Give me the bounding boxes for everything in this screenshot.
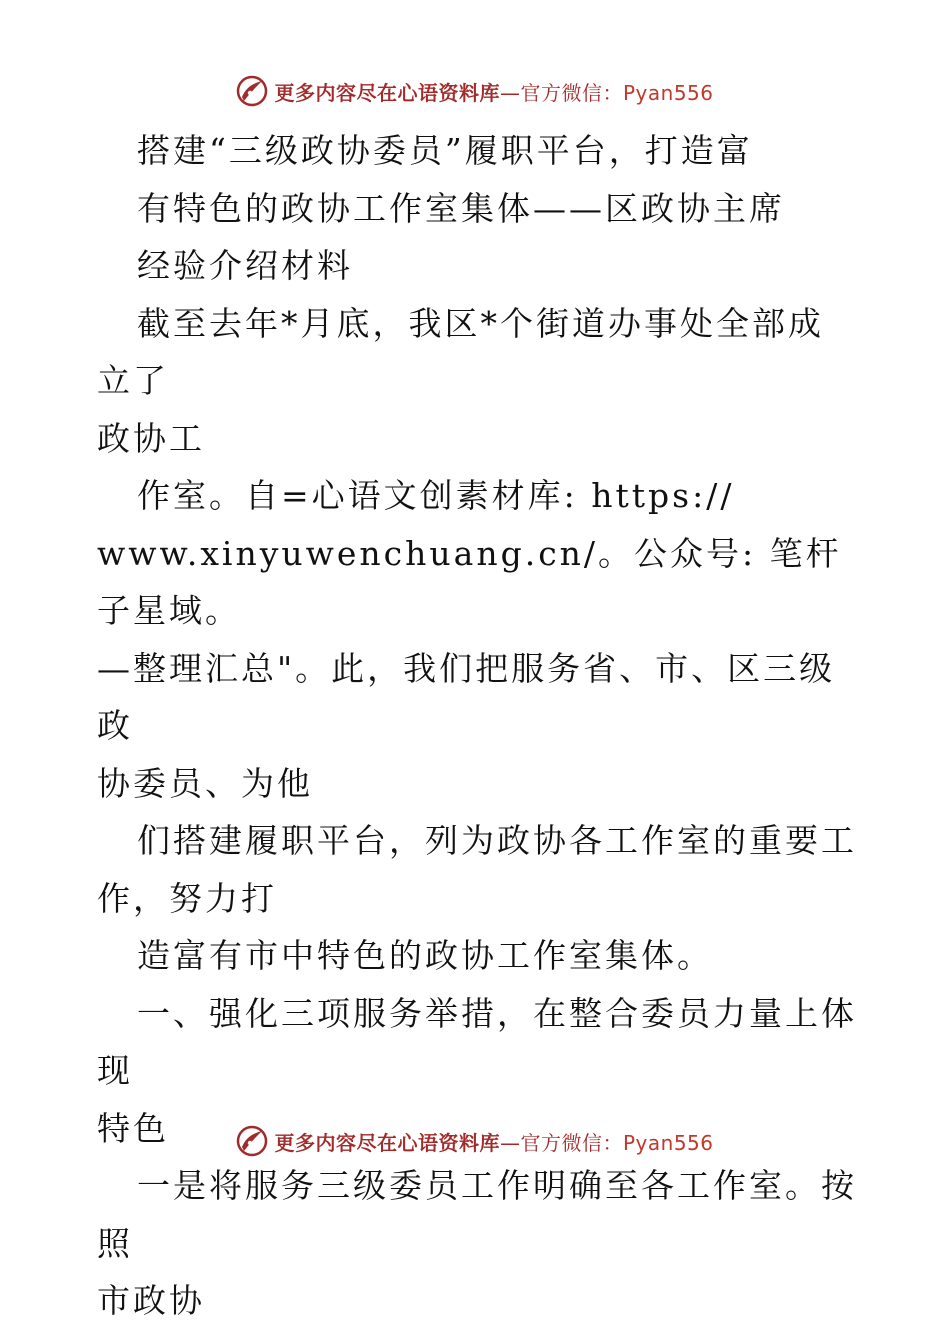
banner-wechat-label: 官方微信： xyxy=(520,80,623,105)
doc-line: www.xinyuwenchuang.cn/。公众号: 笔杆子星域。 xyxy=(97,533,842,630)
doc-line: 截至去年*月底，我区*个街道办事处全部成立了 xyxy=(97,303,824,400)
banner-main-text: 更多内容尽在心语资料库 xyxy=(274,1130,500,1155)
banner-wechat-id: Pyan556 xyxy=(622,1130,714,1155)
doc-line: 特色 xyxy=(97,1108,169,1148)
doc-line: 一是将服务三级委员工作明确至各工作室。按照 xyxy=(97,1166,857,1263)
paragraph-list xyxy=(97,295,857,1330)
banner-separator: — xyxy=(499,80,521,105)
doc-title-line-3: 经验介绍材料 xyxy=(137,246,353,285)
header-banner xyxy=(0,71,950,111)
doc-line: 一、强化三项服务举措，在整合委员力量上体现 xyxy=(97,993,857,1090)
doc-line: 协委员、为他 xyxy=(97,763,313,803)
banner-separator: — xyxy=(499,1130,521,1155)
doc-line: 市政协 xyxy=(97,1281,205,1320)
doc-line: 作室。自=心语文创素材库: https:// xyxy=(137,476,735,515)
doc-title-line-1: 搭建“三级政协委员”履职平台，打造富 xyxy=(137,131,753,170)
doc-line: —整理汇总"。此，我们把服务省、市、区三级政 xyxy=(97,648,836,745)
doc-line: 造富有市中特色的政协工作室集体。 xyxy=(137,936,713,975)
doc-title-line-2: 有特色的政协工作室集体——区政协主席 xyxy=(137,188,785,228)
banner-wechat-label: 官方微信： xyxy=(520,1130,623,1155)
doc-line: 作，努力打 xyxy=(97,878,277,918)
pen-circle-logo-icon xyxy=(236,75,268,107)
banner-main-text: 更多内容尽在心语资料库 xyxy=(274,80,500,105)
doc-line: 政协工 xyxy=(97,418,205,458)
banner-wechat-id: Pyan556 xyxy=(622,80,714,105)
footer-banner xyxy=(0,1121,950,1161)
pen-circle-logo-icon xyxy=(236,1125,268,1157)
doc-line: 们搭建履职平台，列为政协各工作室的重要工 xyxy=(137,821,857,860)
